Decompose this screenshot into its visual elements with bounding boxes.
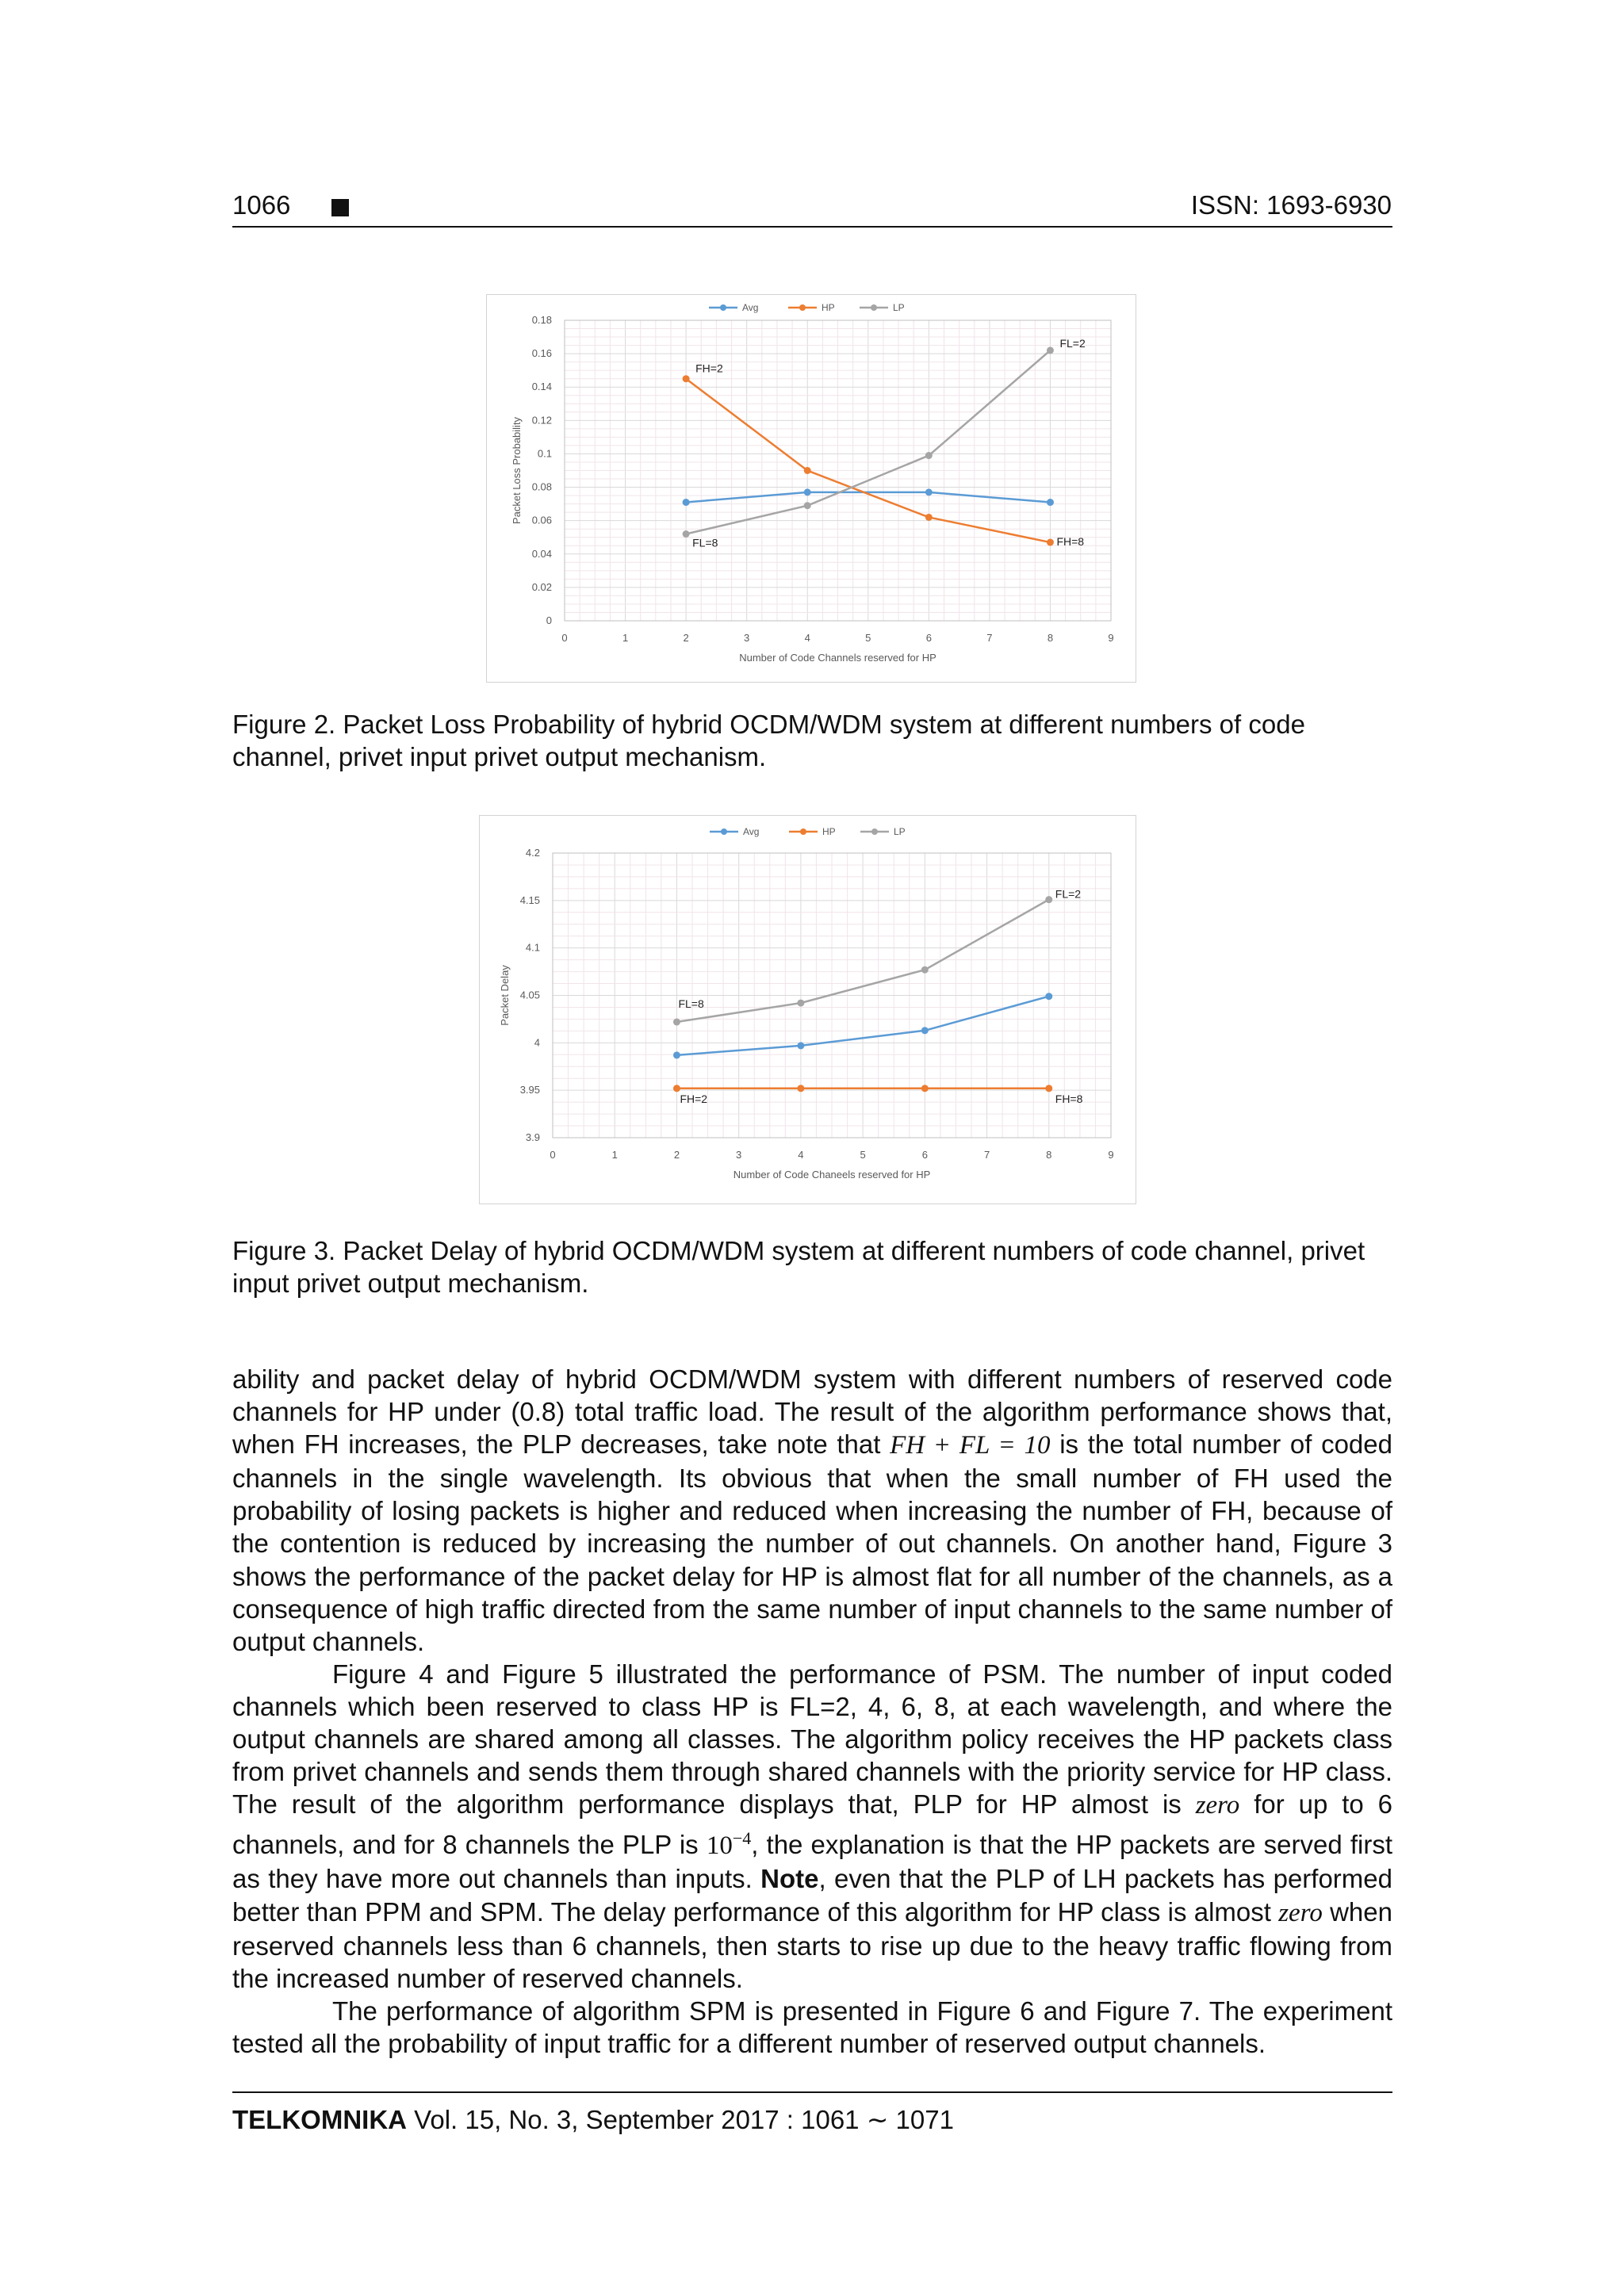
annotation-label: FL=8 [692, 536, 718, 549]
legend-label-hp: HP [822, 302, 835, 313]
legend-label-hp: HP [822, 826, 836, 837]
x-tick-label: 6 [925, 632, 932, 644]
paragraph-3: The performance of algorithm SPM is presented in Figure 6 and Figure 7. The experiment tested all the probability of input traffic for a different number of reserved output channels. [232, 1996, 1392, 2058]
x-tick-label: 0 [561, 632, 568, 644]
data-point-hp [921, 1085, 929, 1092]
x-tick-label: 1 [611, 1149, 618, 1161]
x-tick-label: 7 [986, 632, 993, 644]
data-point-lp [797, 1000, 804, 1007]
p2-power-base: 10 [706, 1831, 733, 1861]
y-tick-label: 0.14 [531, 381, 552, 393]
page-number: 1066 [232, 190, 291, 220]
annotation-label: FH=8 [1056, 535, 1085, 549]
x-tick-label: 5 [865, 632, 871, 644]
journal-details: Vol. 15, No. 3, September 2017 : 1061 ∼ 1071 [406, 2105, 954, 2134]
y-tick-label: 0 [546, 614, 552, 626]
x-tick-label: 5 [860, 1149, 866, 1161]
packet-loss-chart [487, 295, 1136, 682]
y-tick-label: 3.9 [525, 1131, 540, 1143]
data-point-avg [673, 1051, 680, 1058]
p2-text-a: Figure 4 and Figure 5 illustrated the performance of PSM. The number of input coded channels which been reserved to class HP is FL=2, 4, 6, 8, at each wavelength, and where the output channels are shared among all classes. The algorithm policy receives the HP packets class from privet channels and sends them through shared channels with the priority service for HP class. The result of the algorithm performance displays that, PLP for HP almost is [232, 1659, 1392, 1820]
data-point-lp [673, 1019, 680, 1026]
x-tick-label: 2 [673, 1149, 680, 1161]
data-point-avg [797, 1042, 804, 1049]
y-tick-label: 0.12 [531, 414, 552, 427]
x-tick-label: 6 [921, 1149, 928, 1161]
data-point-lp [1047, 346, 1054, 354]
x-tick-label: 1 [622, 632, 629, 644]
data-point-hp [683, 375, 690, 382]
data-point-hp [673, 1085, 680, 1092]
y-axis-title: Packet Loss Probability [511, 416, 523, 525]
data-point-hp [797, 1085, 804, 1092]
figure-2-caption: Figure 2. Packet Loss Probability of hybrid OCDM/WDM system at different numbers of code channel, privet input privet output mechanism. [232, 710, 1305, 771]
y-tick-label: 3.95 [519, 1084, 540, 1096]
x-tick-label: 7 [983, 1149, 990, 1161]
data-point-hp [804, 467, 811, 474]
data-point-avg [925, 488, 933, 496]
x-tick-label: 3 [736, 1149, 742, 1161]
plot-area [565, 320, 1111, 621]
figure-2-chart [486, 294, 1136, 683]
x-tick-label: 8 [1046, 1149, 1052, 1161]
data-point-avg [683, 499, 690, 506]
footer [232, 2104, 954, 2135]
y-tick-label: 4.15 [519, 894, 540, 906]
x-axis-title: Number of Code Channels reserved for HP [739, 652, 936, 664]
p2-text-e: when reserved channels less than 6 channels, then starts to rise up due to the heavy traffic flowing from the increased number of reserved channels. [232, 1896, 1392, 1993]
p2-text-b: for up to 6 channels, and for 8 channels the PLP is [232, 1789, 1393, 1860]
p2-note: Note [760, 1864, 819, 1894]
x-tick-label: 9 [1108, 632, 1114, 644]
legend-label-avg: Avg [742, 302, 759, 313]
legend-label-lp: LP [894, 826, 906, 837]
x-tick-label: 8 [1047, 632, 1054, 644]
y-tick-label: 0.06 [531, 514, 552, 526]
figure-3-chart [479, 815, 1136, 1204]
annotation-label: FH=2 [695, 362, 723, 375]
p1-text-b: is the total number of coded channels in the single wavelength. Its obvious that when the small number of FH used the probability of losing packets is higher and reduced when increasing the number of FH, because of the contention is reduced by increasing the number of out channels. On another hand, Figure 3 shows the performance of the packet delay for HP is almost flat for all number of the channels, as a consequence of high traffic directed from the same number of input channels to the same number of output channels. [232, 1429, 1392, 1656]
p2-zero-1: zero [1195, 1791, 1240, 1820]
header-rule [232, 226, 1392, 228]
legend-label-avg: Avg [743, 826, 760, 837]
p2-power-exponent: −4 [732, 1828, 752, 1849]
p1-equation: FH + FL = 10 [890, 1431, 1051, 1460]
legend-marker-lp [871, 828, 878, 835]
data-point-avg [921, 1027, 929, 1034]
data-point-lp [683, 530, 690, 538]
packet-delay-chart [480, 816, 1136, 1203]
annotation-label: FL=8 [678, 997, 704, 1011]
y-axis-title: Packet Delay [499, 965, 511, 1026]
annotation-label: FH=8 [1055, 1092, 1083, 1105]
data-point-lp [925, 452, 933, 459]
x-tick-label: 4 [798, 1149, 804, 1161]
legend-marker-avg [721, 828, 727, 835]
x-tick-label: 4 [804, 632, 810, 644]
header-square-icon [331, 199, 349, 216]
p2-zero-2: zero [1278, 1898, 1323, 1927]
y-tick-label: 0.16 [531, 347, 552, 360]
paragraph-2 [232, 1658, 1392, 1995]
p2-text-c: , the explanation is that the HP packets are served first as they have more out channels than inputs. [232, 1830, 1392, 1894]
legend-label-lp: LP [893, 302, 905, 313]
legend-marker-hp [800, 828, 806, 835]
data-point-lp [921, 966, 929, 974]
y-tick-label: 0.18 [531, 314, 552, 326]
x-axis-title: Number of Code Chaneels reserved for HP [733, 1169, 931, 1181]
data-point-hp [925, 514, 933, 521]
data-point-lp [804, 502, 811, 509]
y-tick-label: 0.04 [531, 547, 552, 560]
x-tick-label: 9 [1108, 1149, 1114, 1161]
data-point-avg [1045, 993, 1052, 1000]
y-tick-label: 0.1 [537, 447, 552, 460]
y-tick-label: 0.02 [531, 580, 552, 593]
body-text [232, 1363, 1392, 2060]
figure-3-caption: Figure 3. Packet Delay of hybrid OCDM/WDM system at different numbers of code channel, privet input privet output mechanism. [232, 1236, 1365, 1298]
legend-marker-avg [720, 304, 726, 311]
y-tick-label: 4.2 [525, 847, 540, 859]
y-tick-label: 0.08 [531, 480, 552, 493]
paragraph-1 [232, 1363, 1392, 1658]
data-point-hp [1045, 1085, 1052, 1092]
x-tick-label: 3 [744, 632, 750, 644]
data-point-hp [1047, 539, 1054, 546]
data-point-lp [1045, 896, 1052, 903]
annotation-label: FL=2 [1055, 887, 1082, 901]
data-point-avg [1047, 499, 1054, 506]
data-point-avg [804, 488, 811, 496]
journal-name: TELKOMNIKA [232, 2105, 407, 2134]
p2-text-d: , even that the PLP of LH packets has performed better than PPM and SPM. The delay performance of this algorithm for HP class is almost [232, 1864, 1392, 1927]
y-tick-label: 4.05 [519, 989, 540, 1001]
footer-rule [232, 2091, 1392, 2093]
legend-marker-lp [871, 304, 877, 311]
p1-text-a: ability and packet delay of hybrid OCDM/WDM system with different numbers of reserved code channels for HP under (0.8) total traffic load. The result of the algorithm performance shows that, when FH increases, the PLP decreases, take note that [232, 1364, 1392, 1460]
legend-marker-hp [799, 304, 806, 311]
y-tick-label: 4 [534, 1036, 540, 1049]
annotation-label: FH=2 [680, 1092, 708, 1105]
x-tick-label: 2 [683, 632, 689, 644]
y-tick-label: 4.1 [525, 941, 540, 954]
x-tick-label: 0 [550, 1149, 556, 1161]
annotation-label: FL=2 [1059, 336, 1086, 350]
issn-label: ISSN: 1693-6930 [1190, 190, 1392, 220]
